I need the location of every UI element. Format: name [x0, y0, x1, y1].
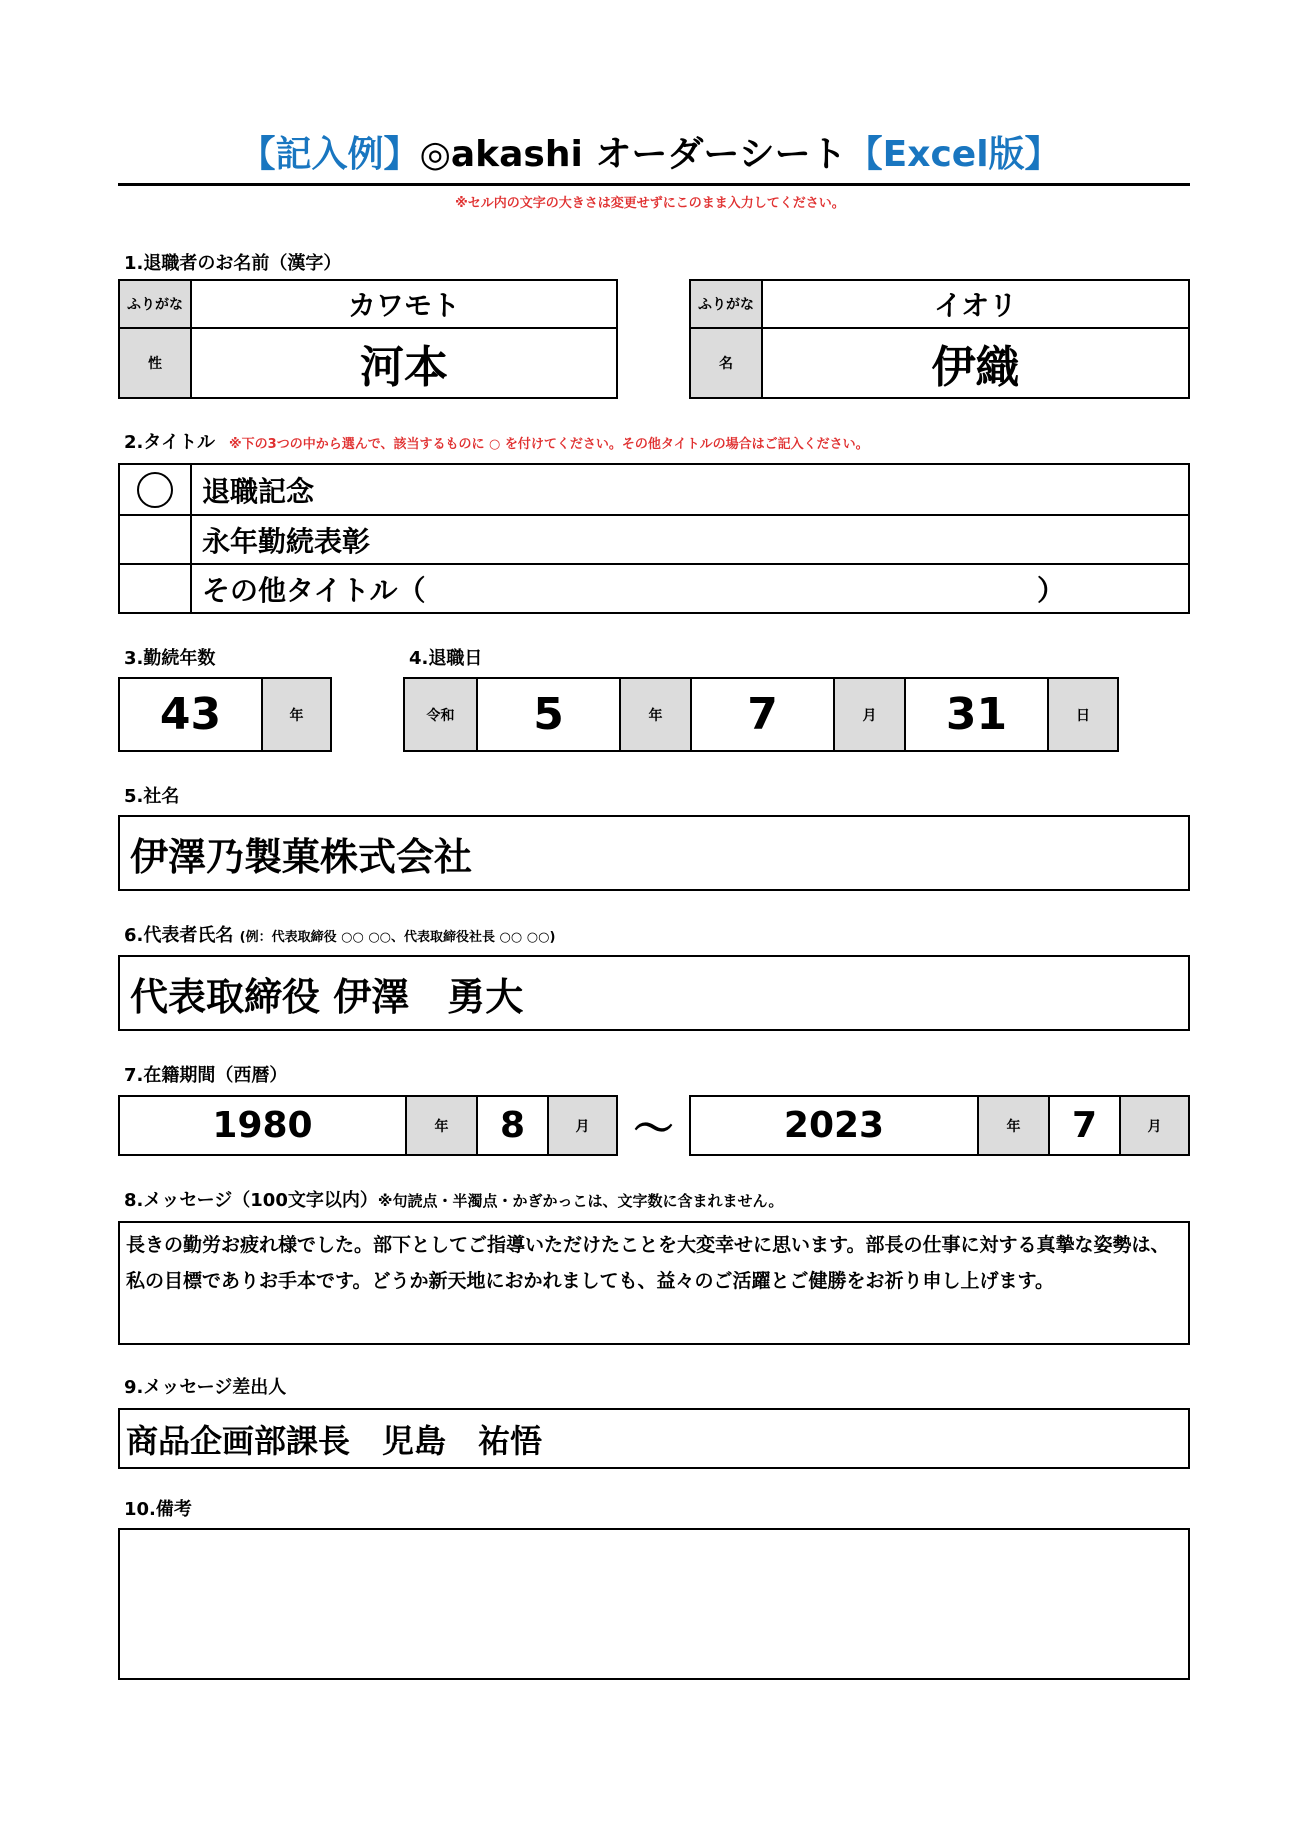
section-7-label: 7.在籍期間（西暦）	[124, 1065, 288, 1086]
title-option-0[interactable]: 退職記念	[190, 465, 1188, 514]
to-month-unit: 月	[1119, 1097, 1188, 1154]
sei-label-text: 性	[148, 356, 162, 372]
to-year-unit: 年	[977, 1097, 1048, 1154]
retire-year-field[interactable]: 5	[476, 679, 619, 750]
section-9-label: 9.メッセージ差出人	[124, 1377, 287, 1398]
years-of-service-field[interactable]: 43	[159, 689, 222, 740]
section-3-label: 3.勤続年数	[124, 648, 216, 669]
section-6-title: 6.代表者氏名	[124, 925, 234, 946]
section-8-label	[124, 1190, 783, 1212]
period-from-box	[118, 1095, 618, 1156]
title-main: ◎akashi オーダーシート	[419, 134, 847, 175]
retire-day-field[interactable]: 31	[904, 679, 1047, 750]
sei-label	[120, 327, 190, 397]
retirement-date-box	[403, 677, 1119, 752]
mei-label-text: 名	[719, 356, 733, 372]
mei-furigana-label	[691, 281, 761, 327]
sender-field[interactable]: 商品企画部課長 児島 祐悟	[118, 1408, 1190, 1469]
sei-kana-field[interactable]: カワモト	[190, 281, 616, 327]
title-prefix: 【記入例】	[239, 134, 420, 175]
section-10-label: 10.備考	[124, 1499, 192, 1520]
sei-field[interactable]: 河本	[190, 327, 616, 397]
to-year-field[interactable]: 2023	[783, 1105, 885, 1146]
mei-kana-field[interactable]: イオリ	[761, 281, 1188, 327]
message-field[interactable]: 長きの勤労お疲れ様でした。部下としてご指導いただけたことを大変幸せに思います。部長の仕事に対する真摯な姿勢は、私の目標でありお手本です。どうか新天地におかれましても、益々のご活躍とご健勝をお祈り申し上げます。	[118, 1221, 1190, 1345]
from-year-field[interactable]: 1980	[212, 1105, 313, 1146]
to-month-field[interactable]: 7	[1048, 1097, 1119, 1154]
section-6-label	[124, 925, 555, 949]
furigana-label-text: ふりがな	[127, 297, 183, 313]
retire-month-unit: 月	[833, 679, 904, 750]
page-title	[0, 128, 1300, 182]
title-option-check-1[interactable]	[120, 514, 190, 563]
section-6-example: (例：代表取締役 ○○ ○○、代表取締役社長 ○○ ○○)	[239, 930, 556, 945]
from-month-field[interactable]: 8	[476, 1097, 547, 1154]
representative-name-field[interactable]: 代表取締役 伊澤 勇大	[118, 955, 1190, 1031]
title-option-1[interactable]: 永年勤続表彰	[190, 514, 1188, 563]
other-title-label: その他タイトル（	[202, 573, 426, 607]
selected-circle-icon	[137, 472, 173, 508]
section-8-title: 8.メッセージ（100文字以内）	[124, 1190, 378, 1211]
section-2-note: ※下の3つの中から選んで、該当するものに ○ を付けてください。その他タイトルの場合はご記入ください。	[229, 437, 869, 452]
retire-day-unit: 日	[1047, 679, 1117, 750]
title-option-2[interactable]	[190, 563, 1188, 612]
title-option-check-2[interactable]	[120, 563, 190, 612]
furigana-label-text: ふりがな	[698, 297, 754, 313]
years-of-service-box	[118, 677, 332, 752]
other-title-close-paren: ）	[1037, 573, 1066, 607]
section-2-label	[124, 432, 869, 456]
years-unit-label: 年	[261, 679, 330, 750]
given-name-box	[689, 279, 1190, 399]
section-1-label: 1.退職者のお名前（漢字）	[124, 253, 342, 274]
input-note: ※セル内の文字の大きさは変更せずにこのまま入力してください。	[455, 196, 845, 211]
remarks-field[interactable]	[118, 1528, 1190, 1680]
surname-box	[118, 279, 618, 399]
period-to-box	[689, 1095, 1190, 1156]
title-option-check-0[interactable]	[120, 465, 190, 514]
sei-furigana-label	[120, 281, 190, 327]
from-year-unit: 年	[405, 1097, 476, 1154]
section-8-note: ※句読点・半濁点・かぎかっこは、文字数に含まれません。	[377, 1192, 784, 1210]
mei-field[interactable]: 伊織	[761, 327, 1188, 397]
mei-label	[691, 327, 761, 397]
period-tilde: 〜	[633, 1106, 674, 1152]
title-underline	[118, 183, 1190, 186]
retire-year-unit: 年	[619, 679, 690, 750]
title-suffix: 【Excel版】	[846, 134, 1061, 175]
from-month-unit: 月	[547, 1097, 616, 1154]
section-5-label: 5.社名	[124, 786, 180, 807]
section-4-label: 4.退職日	[409, 648, 483, 669]
company-name-field[interactable]: 伊澤乃製菓株式会社	[118, 815, 1190, 891]
title-options-table	[118, 463, 1190, 614]
era-label: 令和	[405, 679, 476, 750]
retire-month-field[interactable]: 7	[690, 679, 833, 750]
section-2-title: 2.タイトル	[124, 432, 216, 453]
